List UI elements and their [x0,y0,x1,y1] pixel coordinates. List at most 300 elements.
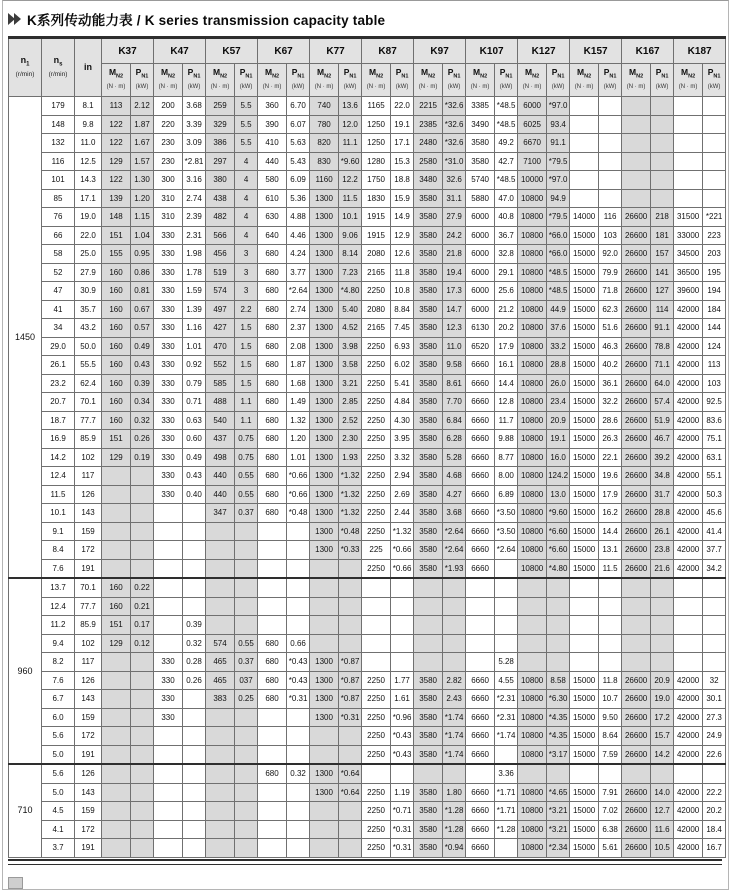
mn2-subscript: N2 [376,73,384,80]
ratio-cell: 12.5 [75,152,102,171]
data-cell: 10.1 [339,208,362,227]
data-cell: 14.7 [443,300,466,319]
data-cell [131,839,154,858]
mn2-symbol: M [681,67,689,78]
pn1-symbol: P [135,67,142,78]
data-cell: 2.82 [443,671,466,690]
data-cell: 42000 [674,319,703,338]
data-cell: 2250 [362,671,391,690]
data-cell: 14000 [570,208,599,227]
mn2-subscript: N2 [428,73,436,80]
data-cell [102,671,131,690]
data-cell: 28.8 [547,356,570,375]
ns-cell: 52 [42,263,75,282]
data-cell: 122 [102,171,131,190]
data-cell: 14.4 [495,374,518,393]
data-cell [183,541,206,560]
data-cell: 1915 [362,208,391,227]
data-cell: 1.5 [235,337,258,356]
data-cell: *32.6 [443,115,466,134]
data-cell: 124 [703,337,726,356]
data-cell [154,783,183,802]
data-cell: 26600 [622,448,651,467]
data-cell: 1.67 [131,134,154,153]
pn1-unit: (kW) [447,83,461,90]
data-cell [206,783,235,802]
data-cell: *1.32 [339,504,362,523]
data-cell: 10800 [518,727,547,746]
data-cell: 13.6 [339,97,362,116]
ns-unit: (r/min) [48,71,68,79]
data-cell: 3.95 [391,430,414,449]
pn1-subscript: N1 [609,73,617,80]
data-cell: 3580 [414,208,443,227]
data-cell: 6.07 [287,115,310,134]
series-header-k77: K77 [310,38,362,64]
data-cell: 26600 [622,522,651,541]
data-cell: 5.36 [287,189,310,208]
data-cell: 34.2 [703,559,726,578]
data-cell [287,616,310,635]
data-cell: 42000 [674,820,703,839]
data-cell: 5.28 [443,448,466,467]
data-cell [599,616,622,635]
ratio-cell: 19.0 [75,208,102,227]
data-cell [391,616,414,635]
data-cell: 6660 [466,356,495,375]
data-cell: *66.0 [547,226,570,245]
data-cell: 6000 [466,282,495,301]
mn2-subscript: N2 [272,73,280,80]
data-cell: 6000 [466,245,495,264]
data-cell: 160 [102,282,131,301]
pn1-column-header [287,64,310,97]
data-cell: 6660 [466,467,495,486]
data-cell: 10.7 [599,690,622,709]
ratio-cell: 117 [75,653,102,672]
data-cell: 1300 [310,356,339,375]
data-cell: 2.31 [183,226,206,245]
data-cell: 4.88 [287,208,310,227]
data-cell: 26600 [622,411,651,430]
ns-cell: 132 [42,134,75,153]
data-cell: 6000 [466,208,495,227]
data-cell: 3580 [466,152,495,171]
data-cell: 17.3 [443,282,466,301]
data-cell: 15.7 [651,727,674,746]
data-cell: 3490 [466,115,495,134]
ratio-cell: 14.3 [75,171,102,190]
data-cell [235,616,258,635]
ratio-cell: 70.1 [75,578,102,597]
data-cell: 1.87 [131,115,154,134]
data-cell [518,764,547,783]
data-cell: 10.8 [391,282,414,301]
data-cell [622,653,651,672]
data-cell: 4.27 [443,485,466,504]
data-cell: *4.65 [547,783,570,802]
data-cell: *4.35 [547,727,570,746]
data-cell [102,504,131,523]
data-cell [339,839,362,858]
data-cell: 15000 [570,727,599,746]
data-cell: 297 [206,152,235,171]
data-cell [183,504,206,523]
data-cell: 3.09 [183,134,206,153]
data-cell: 0.37 [235,504,258,523]
data-cell: 75.1 [703,430,726,449]
data-cell: 680 [258,393,287,412]
data-cell: 42000 [674,467,703,486]
n1-group-label-710: 710 [9,764,42,857]
data-cell: 32.6 [443,171,466,190]
data-cell: 0.55 [235,485,258,504]
data-cell: 1300 [310,504,339,523]
data-cell: 26600 [622,245,651,264]
data-cell: 2.69 [391,485,414,504]
data-cell: 1.04 [131,226,154,245]
data-cell: 3580 [414,356,443,375]
data-cell [154,802,183,821]
data-cell [518,634,547,653]
data-cell: 482 [206,208,235,227]
data-cell: 3 [235,282,258,301]
data-cell: 4.24 [287,245,310,264]
data-cell [102,820,131,839]
data-cell [339,634,362,653]
data-cell: 2250 [362,467,391,486]
data-cell: 1915 [362,226,391,245]
data-cell: 552 [206,356,235,375]
data-cell: 0.32 [183,634,206,653]
data-cell [258,616,287,635]
data-cell: 26600 [622,504,651,523]
data-cell: *0.43 [391,745,414,764]
ratio-cell: 55.5 [75,356,102,375]
data-cell: *0.71 [391,802,414,821]
data-cell: 1300 [310,522,339,541]
data-cell: 36500 [674,263,703,282]
data-cell: 19.1 [547,430,570,449]
data-cell: 2080 [362,245,391,264]
data-cell: *0.87 [339,671,362,690]
series-header-k127: K127 [518,38,570,64]
data-cell [287,783,310,802]
pn1-column-header [651,64,674,97]
data-cell: 94.9 [547,189,570,208]
data-cell: 0.81 [131,282,154,301]
data-cell: 26600 [622,485,651,504]
mn2-column-header [414,64,443,97]
table-row [9,374,726,393]
data-cell: 83.6 [703,411,726,430]
data-cell: 6660 [466,522,495,541]
data-cell: 1750 [362,171,391,190]
data-cell: 10800 [518,802,547,821]
data-cell [154,597,183,616]
data-cell: 26600 [622,559,651,578]
data-cell: 3.36 [495,764,518,783]
data-cell: 1.98 [183,245,206,264]
data-cell: 42000 [674,745,703,764]
table-body [9,97,726,858]
data-cell: *1.32 [339,467,362,486]
data-cell [102,708,131,727]
ratio-cell: 30.9 [75,282,102,301]
data-cell: 3.16 [183,171,206,190]
series-header-k67: K67 [258,38,310,64]
data-cell: 1.32 [287,411,310,430]
data-cell: 390 [258,115,287,134]
table-row [9,597,726,616]
header-n1 [9,38,42,97]
mn2-column-header [466,64,495,97]
data-cell: 1.80 [443,783,466,802]
data-cell: 1.57 [131,152,154,171]
ns-cell: 34 [42,319,75,338]
data-cell: *1.93 [443,559,466,578]
data-cell [622,171,651,190]
data-cell: 92.5 [703,393,726,412]
data-cell: 488 [206,393,235,412]
pn1-symbol: P [551,67,558,78]
data-cell: 3480 [414,171,443,190]
ns-cell: 9.4 [42,634,75,653]
ratio-cell: 8.1 [75,97,102,116]
data-cell: 330 [154,300,183,319]
data-cell: 29.1 [495,263,518,282]
data-cell: 330 [154,393,183,412]
data-cell: 160 [102,263,131,282]
data-cell: 498 [206,448,235,467]
pn1-subscript: N1 [349,73,357,80]
data-cell: 580 [258,171,287,190]
mn2-unit: (N · m) [314,83,334,90]
data-cell: 32 [703,671,726,690]
data-cell [235,578,258,597]
data-cell [310,616,339,635]
mn2-symbol: M [525,67,533,78]
data-cell: 10800 [518,282,547,301]
data-cell [102,485,131,504]
pn1-symbol: P [603,67,610,78]
data-cell: *0.66 [391,559,414,578]
data-cell: 218 [651,208,674,227]
table-row [9,245,726,264]
data-cell: 680 [258,245,287,264]
data-cell: 103 [703,374,726,393]
mn2-column-header [102,64,131,97]
data-cell: 15000 [570,504,599,523]
data-cell: 386 [206,134,235,153]
data-cell [651,653,674,672]
data-cell: *0.66 [287,485,310,504]
data-cell [258,541,287,560]
data-cell [154,634,183,653]
data-cell: 225 [362,541,391,560]
data-cell: *3.50 [495,504,518,523]
data-cell: 9.58 [443,356,466,375]
data-cell: 1.5 [235,356,258,375]
table-row [9,764,726,783]
data-cell: 26600 [622,820,651,839]
data-cell: 11.8 [599,671,622,690]
data-cell: 427 [206,319,235,338]
data-cell: 8.84 [391,300,414,319]
data-cell: 42000 [674,411,703,430]
data-cell [599,653,622,672]
data-cell: 34.8 [651,467,674,486]
ratio-cell: 172 [75,541,102,560]
data-cell: *4.80 [339,282,362,301]
data-cell [622,764,651,783]
data-cell: 4 [235,189,258,208]
data-cell: 18.8 [391,171,414,190]
data-cell: 26.0 [547,374,570,393]
data-cell: 780 [310,115,339,134]
table-row [9,727,726,746]
pn1-unit: (kW) [135,83,149,90]
data-cell: *1.74 [443,708,466,727]
series-header-k57: K57 [206,38,258,64]
data-cell [102,783,131,802]
pn1-unit: (kW) [707,83,721,90]
data-cell [287,708,310,727]
data-cell: 2.30 [339,430,362,449]
n1-group-label-960: 960 [9,578,42,764]
ns-cell: 12.4 [42,467,75,486]
data-cell [518,597,547,616]
data-cell: 30.1 [703,690,726,709]
data-cell: *0.31 [287,690,310,709]
data-cell [154,839,183,858]
data-cell: 8.64 [599,727,622,746]
table-row [9,189,726,208]
data-cell: 456 [206,245,235,264]
data-cell: 5.5 [235,97,258,116]
data-cell: 1300 [310,263,339,282]
data-cell: 680 [258,764,287,783]
data-cell [547,764,570,783]
series-header-k37: K37 [102,38,154,64]
data-cell [443,616,466,635]
data-cell: 0.22 [131,578,154,597]
data-cell [622,134,651,153]
data-cell [622,97,651,116]
data-cell [183,783,206,802]
data-cell [131,485,154,504]
data-cell: 71.8 [599,282,622,301]
ratio-cell: 77.7 [75,597,102,616]
data-cell: *48.5 [495,115,518,134]
data-cell: 8.61 [443,374,466,393]
data-cell: 220 [154,115,183,134]
data-cell: 28.8 [651,504,674,523]
data-cell: 2250 [362,559,391,578]
data-cell [235,597,258,616]
data-cell [258,597,287,616]
data-cell: *0.64 [339,783,362,802]
data-cell: *4.80 [547,559,570,578]
data-cell [339,616,362,635]
data-cell: 0.49 [183,448,206,467]
data-cell [183,727,206,746]
data-cell: 6.84 [443,411,466,430]
data-cell [570,134,599,153]
data-cell [235,708,258,727]
data-cell: 1300 [310,189,339,208]
data-cell: 0.66 [287,634,310,653]
table-row [9,745,726,764]
data-cell [287,578,310,597]
data-cell [131,504,154,523]
data-cell [287,541,310,560]
data-cell: 1300 [310,226,339,245]
data-cell [339,727,362,746]
data-cell [102,727,131,746]
data-cell: 497 [206,300,235,319]
data-cell [206,522,235,541]
data-cell: 3580 [414,820,443,839]
data-cell: 2080 [362,300,391,319]
data-cell: 680 [258,671,287,690]
data-cell: 0.86 [131,263,154,282]
pn1-column-header [703,64,726,97]
data-cell: 42000 [674,393,703,412]
data-cell [703,597,726,616]
data-cell: 17.2 [651,708,674,727]
data-cell: 160 [102,597,131,616]
data-cell: 1.5 [235,374,258,393]
data-cell: 15000 [570,282,599,301]
table-row [9,504,726,523]
pn1-subscript: N1 [557,73,565,80]
data-cell: 230 [154,152,183,171]
data-cell: 8.00 [495,467,518,486]
data-cell: 46.7 [651,430,674,449]
data-cell [235,559,258,578]
data-cell [183,559,206,578]
data-cell: 310 [154,208,183,227]
data-cell: 330 [154,411,183,430]
page-title: K系列传动能力表 / K series transmission capacity table [27,13,386,28]
header-ns [42,38,75,97]
data-cell: *0.96 [391,708,414,727]
data-cell: 1830 [362,189,391,208]
data-cell: 5.5 [235,134,258,153]
data-cell [570,189,599,208]
data-cell: 194 [703,282,726,301]
data-cell: 3580 [414,300,443,319]
data-cell: *4.35 [547,708,570,727]
table-row [9,559,726,578]
data-cell: 79.9 [599,263,622,282]
data-cell: 7.02 [599,802,622,821]
data-cell: 17.9 [495,337,518,356]
data-cell: *1.71 [495,802,518,821]
data-cell: 20.2 [703,802,726,821]
pn1-subscript: N1 [245,73,253,80]
data-cell: 1300 [310,411,339,430]
data-cell: 2.52 [339,411,362,430]
table-row [9,839,726,858]
data-cell: 42000 [674,802,703,821]
data-cell [599,578,622,597]
data-cell [570,653,599,672]
data-cell: 19.4 [443,263,466,282]
data-cell: 1300 [310,541,339,560]
data-cell: *97.0 [547,97,570,116]
